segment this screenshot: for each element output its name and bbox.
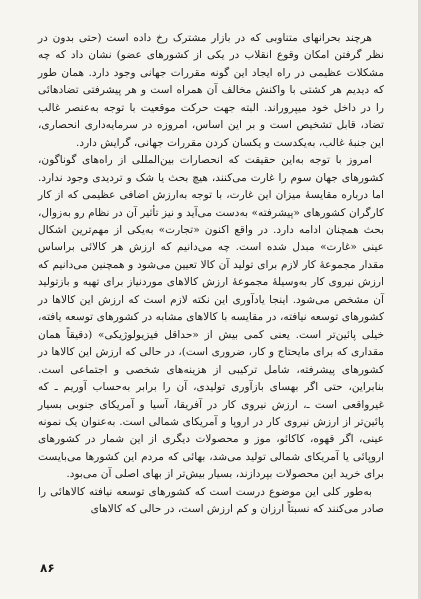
paragraph-3: به‌طور کلی این موضوع درست است که کشورهای توسعه نیافته کالاهائی را صادر می‌کنند که نسبتاً ارزان و کم ارزش است، در حالی که کالاهای [38, 485, 384, 516]
page-number: ۸۶ [40, 561, 55, 575]
paragraph-2: امروز با توجه به‌این حقیقت که انحصارات بین‌المللی از راه‌های گوناگون، کشورهای جهان سوم را غارت می‌کنند، هیچ بحث یا شک و تردیدی وجود ندارد. اما درباره مقایسهٔ میزان این غارت، با توجه به‌ارزش اضافی عظیمی که از کار کارگران کشورهای «پیشرفته» به‌دست می‌آید و نیز تأثیر آن در نظام رو به‌زوال، بحث همچنان ادامه دارد. در واقع اکنون «تجارت» به‌یکی از مهم‌ترین اشکال عینی «غارت» مبدل شده است. چه می‌دانیم که ارزش هر کالائی براساس مقدار مجموعهٔ کار لازم برای تولید آن کالا تعیین می‌شود و همچنین می‌دانیم که ارزش نیروی کار به‌وسیلهٔ مجموعهٔ ارزش کالاهای موردنیاز برای تهیه و بازتولید آن مشخص می‌شود. اینجا یادآوری این نکته لازم است که ارزش این کالاها در کشورهای توسعه نیافته، در مقایسه با کالاهای مشابه در کشورهای توسعه یافته، خیلی پائین‌تر است. یعنی کمی بیش از «حداقل فیزیولوژیکی» (دقیقاً همان مقداری که برای مایحتاج و کار، ضروری است)، در حالی که ارزش این کالاها در کشورهای پیشرفته، شامل ترکیبی از هزینه‌های شخصی و اجتماعی است. بنابراین، حتی اگر بهسای بازآوری تولیدی، آن را برابر به‌حساب آوریم ـ که غیرواقعی است ـ، ارزش نیروی کار در آفریقا، آسیا و آمریکای جنوبی بسیار پائین‌تر از ارزش نیروی کار در اروپا و آمریکای شمالی است. به‌عنوان یک نمونه عینی، اگر قهوه، کاکائو، موز و محصولات دیگری از این شمار در کشورهای اروپائی یا آمریکای شمالی تولید می‌شد، بهائی که مردم این کشورها می‌بایست برای خرید این محصولات بپردازند، بسیار بیش‌تر از بهای اصلی آن می‌بود. [38, 154, 384, 481]
paragraph-1: هرچند بحرانهای متناوبی که در بازار مشترک رخ داده است (حتی بدون در نظر گرفتن امکان وقوع انقلاب در یکی از کشورهای عضو) نشان داد که چه مشکلات عظیمی در راه ایجاد این گونه مقررات جهانی وجود دارد. همان طور که دیدیم هر کشتی با واکنش مخالف آن همراه است و هر پیشرفتی تضادهائی را در داخل خود میپروراند. البته جهت حرکت موقعیت با توجه به‌عنصر غالب تضاد، قابل تشخیص است و بر این اساس، امروزه در سرمایه‌داری انحصاری، این جنبهٔ غالب، به‌یکدست و یکسان کردن مقررات جهانی، گرایش دارد. [38, 32, 384, 149]
body-text [38, 30, 384, 519]
